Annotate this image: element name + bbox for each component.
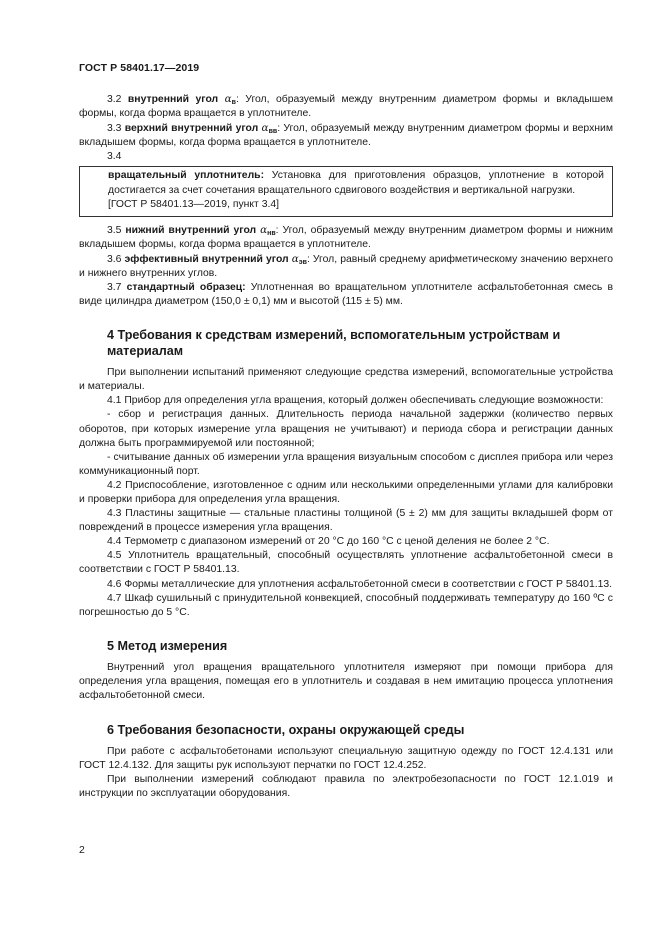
definition-text: : Угол, образуемый между внутренним диаметром формы и вкладышем формы, когда форма вращается в уплотнителе. [79,94,614,120]
symbol-subscript: эв [298,258,307,266]
clause-4-5: 4.5 Уплотнитель вращательный, способный осуществлять уплотнение асфальтобетонной смеси в соответствии с ГОСТ Р 58401.13. [79,550,613,576]
term: внутренний угол [127,94,219,105]
symbol-subscript: в [231,99,236,106]
term: эффективный внутренний угол [124,253,289,265]
list-item: - считывание данных об измерении угла вращения визуальным способом с дисплея прибора или через коммуникационный порт. [79,451,613,477]
document-header: ГОСТ Р 58401.17—2019 [79,62,200,74]
clause-number: 3.6 [107,253,122,265]
section-4-heading: 4 Требования к средствам измерений, вспомогательным устройствам и материалам [107,328,561,358]
quoted-definition-box [79,166,613,216]
definition-3-6 [79,252,613,281]
clause-number: 3.7 [107,282,122,294]
definition-source-ref: [ГОСТ Р 58401.13—2019, пункт 3.4] [108,198,280,210]
term: верхний внутренний угол [124,123,259,135]
definition-text: : Угол, образуемый между внутренним диаметром формы и верхним вкладышем формы, когда форма вращается в уплотнителе. [79,123,613,149]
symbol-subscript: нв [267,229,276,237]
definition-3-5 [79,223,613,252]
clause-4-6: 4.6 Формы металлические для уплотнения асфальтобетонной смеси в соответствии с ГОСТ Р 58401.13. [107,578,613,590]
term: стандартный образец: [126,282,246,294]
section-6-heading: 6 Требования безопасности, охраны окружающей среды [107,722,465,737]
section-5-text: Внутренний угол вращения вращательного уплотнителя измеряют при помощи прибора для определения угла вращения, помещая его в уплотнитель и создавая в нем имитацию процесса уплотнения асфальтобетонной смеси. [79,662,613,702]
section-4-intro: При выполнении испытаний применяют следующие средства измерений, вспомогательные устройства и материалы. [79,367,613,393]
definition-text: Уплотненная во вращательном уплотнителе асфальтобетонная смесь в виде цилиндра диаметром (150,0 ± 0,1) мм и высотой (115 ± 5) мм. [79,282,613,308]
symbol-subscript: вв [268,128,278,136]
clause-4-1: 4.1 Прибор для определения угла вращения, который должен обеспечивать следующие возможности: [107,395,604,407]
clause-number-3-4: 3.4 [107,151,122,163]
clause-4-4: 4.4 Термометр с диапазоном измерений от 20 °С до 160 °С с ценой деления не более 2 °С. [107,536,550,548]
symbol: α [260,223,268,236]
symbol: α [261,122,269,135]
section-6-text-1: При работе с асфальтобетонами используют специальную защитную одежду по ГОСТ 12.4.131 или ГОСТ 12.4.132. Для защиты рук используют перчатки по ГОСТ 12.4.252. [79,745,613,771]
clause-4-2: 4.2 Приспособление, изготовленное с одним или несколькими определенными углами для калибровки и проверки прибора для определения угла вращения. [79,479,613,505]
section-5-heading: 5 Метод измерения [107,638,228,653]
definition-text: Установка для приготовления образцов, уплотнение в которой достигается за счет сочетания вращательного сдвигового воздействия и вертикальной нагрузки. [108,170,604,196]
page-number: 2 [79,845,85,856]
list-item: - сбор и регистрация данных. Длительность периода начальной задержки (количество первых оборотов, при которых измерение угла вращения не учитывают) и периода сбора и регистрации данных должна быть программируемой или постоянной; [79,409,613,449]
symbol: α [224,93,232,105]
clause-number: 3.2 [107,94,122,105]
clause-number: 3.5 [107,224,122,236]
definition-3-3 [79,121,613,150]
clause-4-7: 4.7 Шкаф сушильный с принудительной конвекцией, способный поддерживать температуру до 160 ºС с погрешностью до 5 °С. [79,592,613,618]
definition-3-2 [79,92,613,121]
section-6-text-2: При выполнении измерений соблюдают правила по электробезопасности по ГОСТ 12.1.019 и инструкции по эксплуатации оборудования. [79,774,613,800]
document-body [79,92,613,801]
term: вращательный уплотнитель: [108,170,265,182]
clause-number: 3.3 [107,123,122,135]
clause-4-3: 4.3 Пластины защитные — стальные пластины толщиной (5 ± 2) мм для защиты вкладышей форм от повреждений в процессе измерения угла вращения. [79,508,613,534]
symbol: α [291,252,299,265]
term: нижний внутренний угол [125,224,257,236]
definition-3-4 [108,169,604,197]
definition-text: : Угол, образуемый между внутренним диаметром формы и нижним вкладышем формы, когда форма вращается в уплотнителе. [79,224,614,250]
definition-3-7 [79,281,613,309]
definition-text: : Угол, равный среднему арифметическому значению верхнего и нижнего внутренних углов. [79,253,613,280]
